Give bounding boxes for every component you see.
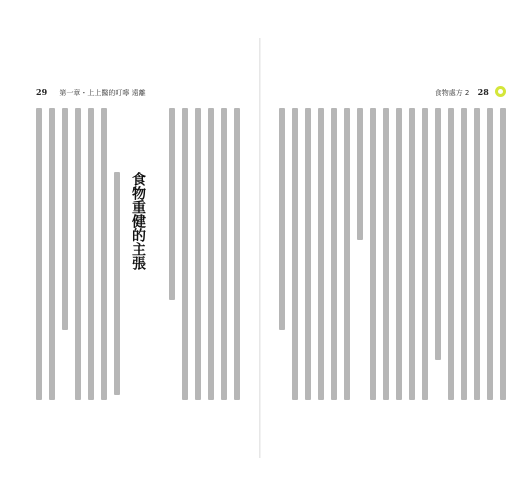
text-line: [461, 108, 467, 400]
left-folio: 29: [36, 87, 48, 97]
text-line: [114, 172, 120, 395]
text-line: [409, 108, 415, 400]
right-running-head: [435, 86, 506, 98]
text-line: [422, 108, 428, 400]
text-line: [195, 108, 201, 400]
left-running-head-text: 第一章・上上醫的叮嚀 遠離: [59, 89, 146, 97]
left-running-head: [36, 86, 146, 98]
text-line: [331, 108, 337, 400]
text-line: [487, 108, 493, 400]
text-line: [49, 108, 55, 400]
text-line: [344, 108, 350, 400]
text-line: [208, 108, 214, 400]
text-line: [305, 108, 311, 400]
right-page: [262, 0, 520, 500]
right-running-head-text: 食物處方 2: [434, 89, 470, 97]
text-line: [474, 108, 480, 400]
text-line: [75, 108, 81, 400]
text-line: [36, 108, 42, 400]
text-line: [88, 108, 94, 400]
right-folio: 28: [477, 87, 489, 97]
text-line: [182, 108, 188, 400]
text-line: [435, 108, 441, 360]
text-line: [101, 108, 107, 400]
text-line: [448, 108, 454, 400]
text-line: [292, 108, 298, 400]
text-line: [234, 108, 240, 400]
text-line: [318, 108, 324, 400]
section-title: 食物重健的主張: [130, 172, 146, 270]
page-gutter: [259, 38, 261, 458]
text-line: [370, 108, 376, 400]
text-line: [383, 108, 389, 400]
text-line: [357, 108, 363, 240]
text-line: [500, 108, 506, 400]
text-line: [169, 108, 175, 300]
text-line: [396, 108, 402, 400]
book-logo-icon: [495, 86, 506, 97]
text-line: [279, 108, 285, 330]
text-line: [62, 108, 68, 330]
text-line: [221, 108, 227, 400]
